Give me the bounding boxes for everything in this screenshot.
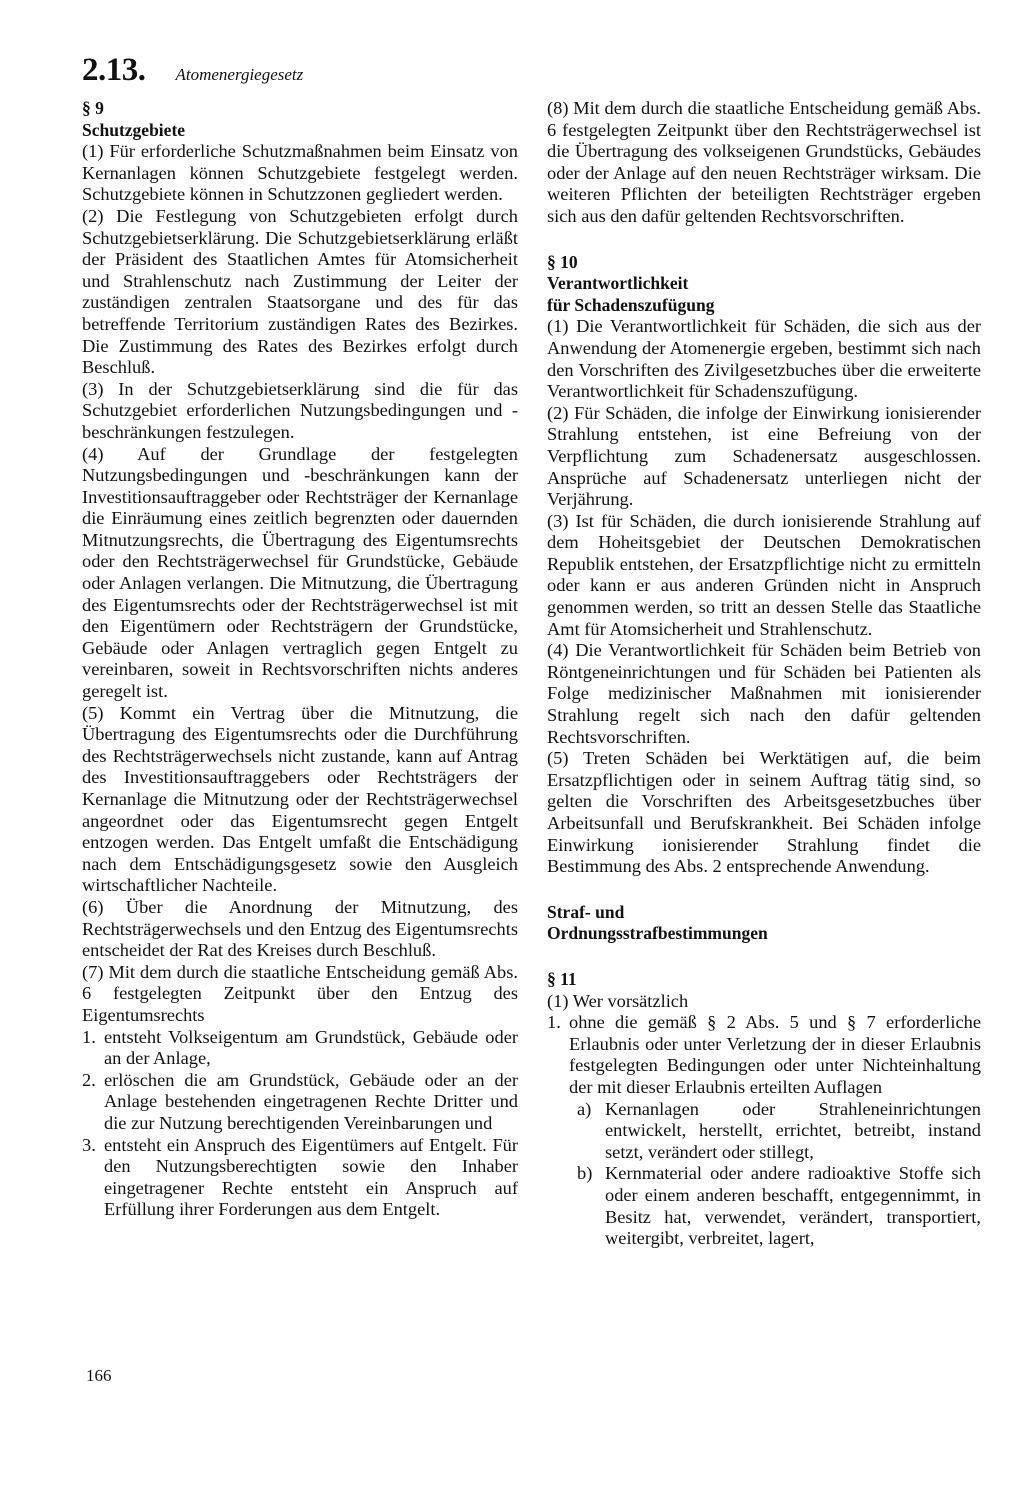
list-item <box>547 1012 981 1098</box>
list-item-text: ohne die gemäß § 2 Abs. 5 und § 7 erforderliche Erlaubnis oder unter Verletzung der in dieser Erlaubnis festgelegten Bedingungen oder unter Nichteinhaltung der mit dieser Erlaubnis erteilten Auflagen <box>569 1012 981 1097</box>
section-10-heading: § 10 <box>547 251 578 272</box>
page-number: 166 <box>86 1366 112 1385</box>
list-item-text: entsteht ein Anspruch des Eigentümers auf Entgelt. Für den Nutzungsberechtigten sowie den Inhaber eingetragener Rechte entsteht ein Anspruch auf Erfüllung ihrer Forderungen aus dem Entgelt. <box>104 1134 518 1220</box>
section-11-heading: § 11 <box>547 968 577 989</box>
sub-list-item-letter: b) <box>577 1163 593 1184</box>
list-item <box>82 1070 518 1135</box>
chapter-number: 2.13. <box>82 52 146 88</box>
section-10-title-line-1: Verantwortlichkeit <box>547 273 689 294</box>
section-9-paragraph-4: (4) Auf der Grundlage der festgelegten Nutzungsbedingungen und -beschränkungen kann der Investitionsauftraggeber oder Rechtsträger der Kernanlage die Einräumung eines zeitlich begrenzten oder dauernden Mitnutzungsrechts, die Übertragung des Eigentumsrechts oder den Rechtsträgerwechsel für Grundstücke, Gebäude oder Anlagen verlangen. Die Mitnutzung, die Übertragung des Eigentumsrechts oder der Rechtsträgerwechsel ist mit den Eigentümern oder Rechtsträgern der Grundstücke, Gebäude oder Anlagen vertraglich gegen Entgelt zu vereinbaren, soweit in Rechtsvorschriften nichts anderes geregelt ist. <box>82 443 518 702</box>
spacer <box>547 228 981 252</box>
section-9-paragraph-2: (2) Die Festlegung von Schutzgebieten erfolgt durch Schutzgebietserklärung. Die Schutzgebietserklärung erläßt der Präsident des Staatlichen Amtes für Atomsicherheit und Strahlenschutz nach Zustimmung der Leiter der zuständigen zentralen Staatsorgane und des für das betreffende Territorium zuständigen Rates des Bezirkes. Die Zustimmung des Rates des Bezirkes erfolgt durch Beschluß. <box>82 205 518 378</box>
sub-list-item <box>577 1099 981 1164</box>
section-9-paragraph-5: (5) Kommt ein Vertrag über die Mitnutzung, die Übertragung des Eigentumsrechts oder die Durchführung des Rechtsträgerwechsels nicht zustande, kann auf Antrag des Investitionsauftraggebers oder Rechtsträgers der Kernanlage die Mitnutzung oder der Rechtsträgerwechsel angeordnet oder das Eigentumsrecht gegen Entgelt entzogen werden. Das Entgelt umfaßt die Entschädigung nach dem Entschädigungsgesetz sowie den Ausgleich wirtschaftlicher Nachteile. <box>82 702 518 896</box>
list-item <box>82 1027 518 1070</box>
section-9-paragraph-7: (7) Mit dem durch die staatliche Entscheidung gemäß Abs. 6 festgelegten Zeitpunkt über den Entzug des Eigentumsrechts <box>82 961 518 1025</box>
section-9-paragraph-6: (6) Über die Anordnung der Mitnutzung, des Rechtsträgerwechsels und den Entzug des Eigentumsrechts entscheidet der Rat des Kreises durch Beschluß. <box>82 896 518 961</box>
section-9-title: Schutzgebiete <box>82 119 186 140</box>
left-column <box>82 98 518 1221</box>
section-group-title-line-1: Straf- und <box>547 901 625 922</box>
list-item-number: 2. <box>82 1069 96 1090</box>
list-item-text: erlöschen die am Grundstück, Gebäude oder an der Anlage bestehenden eingetragenen Rechte Dritter und die zur Nutzung berechtigenden Vereinbarungen und <box>104 1069 518 1133</box>
page-header <box>82 52 303 89</box>
right-column <box>547 98 981 1250</box>
section-9-paragraph-8: (8) Mit dem durch die staatliche Entscheidung gemäß Abs. 6 festgelegten Zeitpunkt über den Rechtsträgerwechsel ist die Übertragung des volkseigenen Grundstücks, Gebäudes oder der Anlage auf den neuen Rechtsträger wirksam. Die weiteren Pflichten der beteiligten Rechtsträger ergeben sich aus den dafür geltenden Rechtsvorschriften. <box>547 98 981 226</box>
section-10-paragraph-3: (3) Ist für Schäden, die durch ionisierende Strahlung auf dem Hoheitsgebiet der Deutschen Demokratischen Republik entstehen, der Ersatzpflichtige nicht zu ermitteln oder kann er aus anderen Gründen nicht in Anspruch genommen werden, so tritt an dessen Stelle das Staatliche Amt für Atomsicherheit und Strahlenschutz. <box>547 510 981 639</box>
section-10-title-line-2: für Schadenszufügung <box>547 294 715 315</box>
section-11-paragraph-1: (1) Wer vorsätzlich <box>547 990 689 1011</box>
sub-list-item-text: Kernanlagen oder Strahleneinrichtungen entwickelt, herstellt, errichtet, betreibt, instand setzt, verändert oder stillegt, <box>605 1098 981 1162</box>
section-9-paragraph-3: (3) In der Schutzgebietserklärung sind die für das Schutzgebiet erforderlichen Nutzungsbedingungen und -beschränkungen festzulegen. <box>82 378 518 442</box>
chapter-title: Atomenergiegesetz <box>175 65 304 84</box>
section-10-paragraph-2: (2) Für Schäden, die infolge der Einwirkung ionisierender Strahlung entstehen, ist eine Befreiung von der Verpflichtung zum Schadenersatz ausgeschlossen. Ansprüche auf Schadenersatz unterliegen nicht der Verjährung. <box>547 402 981 510</box>
section-10-paragraph-1: (1) Die Verantwortlichkeit für Schäden, die sich aus der Anwendung der Atomenergie ergeben, bestimmt sich nach den Vorschriften des Zivilgesetzbuches über die erweiterte Verantwortlichkeit für Schadenszufügung. <box>547 316 981 402</box>
list-item-number: 1. <box>82 1026 96 1047</box>
section-10-paragraph-4: (4) Die Verantwortlichkeit für Schäden beim Betrieb von Röntgeneinrichtungen und für Schäden bei Patienten als Folge medizinischer Maßnahmen mit ionisierender Strahlung regelt sich nach den dafür geltenden Rechtsvorschriften. <box>547 640 981 747</box>
section-10-paragraph-5: (5) Treten Schäden bei Werktätigen auf, die beim Ersatzpflichtigen oder in seinem Auftrag tätig sind, so gelten die Vorschriften des Arbeitsgesetzbuches über Arbeitsunfall und Berufskrankheit. Bei Schäden infolge Einwirkung ionisierender Strahlung findet die Bestimmung des Abs. 2 entsprechende Anwendung. <box>547 748 981 877</box>
spacer <box>547 945 981 969</box>
sub-list-item-letter: a) <box>577 1098 592 1119</box>
list-item-number: 3. <box>82 1134 96 1155</box>
sub-list-item <box>577 1163 981 1249</box>
spacer <box>547 878 981 902</box>
list-item-number: 1. <box>547 1012 561 1033</box>
list-item-text: entsteht Volkseigentum am Grundstück, Gebäude oder an der Anlage, <box>104 1026 518 1069</box>
section-9-heading: § 9 <box>82 98 104 118</box>
section-group-title-line-2: Ordnungsstrafbestimmungen <box>547 923 768 944</box>
list-item <box>82 1135 518 1221</box>
section-9-paragraph-1: (1) Für erforderliche Schutzmaßnahmen beim Einsatz von Kernanlagen können Schutzgebiete festgelegt werden. Schutzgebiete können in Schutzzonen gegliedert werden. <box>82 141 518 205</box>
sub-list-item-text: Kernmaterial oder andere radioaktive Stoffe sich oder einem anderen beschafft, entgegennimmt, in Besitz hat, verwendet, verändert, transportiert, weitergibt, verbreitet, lagert, <box>605 1163 981 1249</box>
